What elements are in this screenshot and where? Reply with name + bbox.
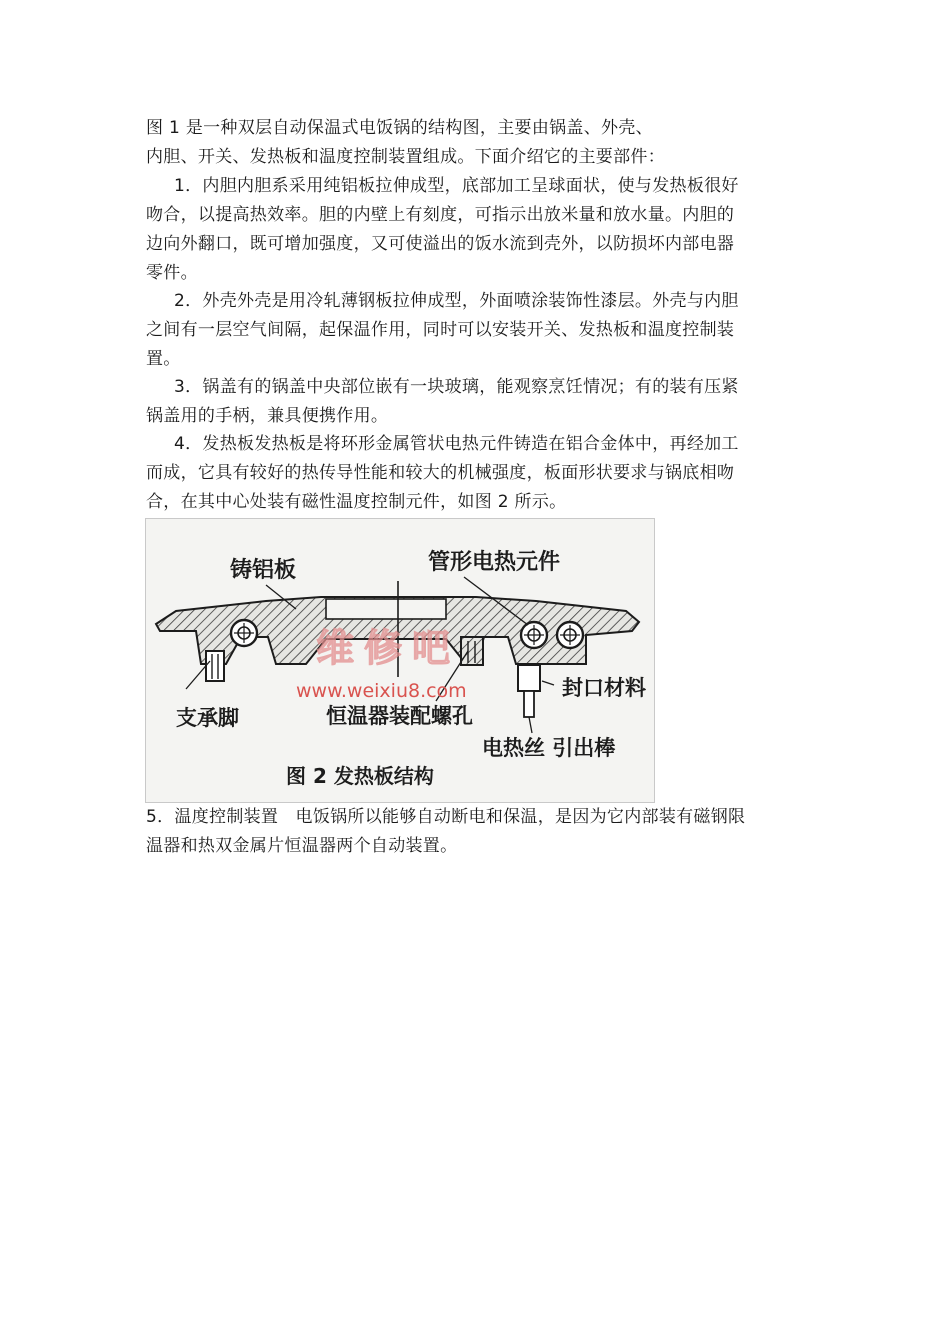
center-recess: [326, 599, 446, 619]
label-lead-rod: 电热丝 引出棒: [482, 736, 616, 760]
item-4-line-1: 4．发热板发热板是将环形金属管状电热元件铸造在铝合金体中，再经加工: [174, 434, 739, 454]
figure-caption: 图 2 发热板结构: [286, 764, 434, 788]
tube-element-right-1: [521, 622, 547, 648]
watermark-text: 维修吧: [316, 626, 461, 670]
item-2-line-1: 2．外壳外壳是用冷轧薄钢板拉伸成型，外面喷涂装饰性漆层。外壳与内胆: [174, 291, 739, 311]
heating-plate-diagram: [146, 519, 654, 802]
seal-block: [518, 665, 540, 691]
item-2-line-2: 之间有一层空气间隔，起保温作用，同时可以安装开关、发热板和温度控制装: [146, 320, 735, 340]
item-5-line-2: 温器和热双金属片恒温器两个自动装置。: [146, 836, 458, 856]
item-1-line-4: 零件。: [146, 263, 198, 283]
item-1-line-2: 吻合，以提高热效率。胆的内壁上有刻度，可指示出放米量和放水量。内胆的: [146, 205, 735, 225]
watermark-url: www.weixiu8.com: [296, 680, 467, 702]
item-2-paragraph: [146, 287, 810, 374]
intro-line-1: 图 1 是一种双层自动保温式电饭锅的结构图，主要由锅盖、外壳、: [146, 118, 653, 138]
item-5-line-1: 5．温度控制装置 电饭锅所以能够自动断电和保温，是因为它内部装有磁钢限: [146, 807, 746, 827]
label-thermostat-hole: 恒温器装配螺孔: [326, 704, 473, 728]
item-4-line-2: 而成，它具有较好的热传导性能和较大的机械强度，板面形状要求与锅底相吻: [146, 463, 735, 483]
label-cast-plate: 铸铝板: [230, 558, 297, 583]
tube-element-left: [231, 620, 257, 646]
item-3-paragraph: [146, 373, 810, 431]
tube-element-right-2: [557, 622, 583, 648]
lead-rod: [524, 691, 534, 717]
item-3-line-1: 3．锅盖有的锅盖中央部位嵌有一块玻璃，能观察烹饪情况；有的装有压紧: [174, 377, 739, 397]
item-1-paragraph: [146, 172, 810, 288]
item-2-line-3: 置。: [146, 349, 181, 369]
item-1-line-1: 1．内胆内胆系采用纯铝板拉伸成型，底部加工呈球面状，使与发热板很好: [174, 176, 739, 196]
thermostat-screw-hole: [461, 637, 483, 665]
label-tube-element: 管形电热元件: [428, 550, 561, 575]
item-4-paragraph: [146, 430, 810, 517]
intro-paragraph: [146, 114, 810, 172]
label-support-foot: 支承脚: [176, 706, 239, 730]
item-4-line-3: 合，在其中心处装有磁性温度控制元件，如图 2 所示。: [146, 492, 567, 512]
item-3-line-2: 锅盖用的手柄，兼具便携作用。: [146, 406, 389, 426]
intro-line-2: 内胆、开关、发热板和温度控制装置组成。下面介绍它的主要部件：: [146, 147, 665, 167]
item-5-paragraph: [146, 803, 810, 861]
label-seal-material: 封口材料: [562, 676, 646, 700]
support-foot: [206, 651, 224, 681]
heating-plate-figure: [145, 518, 655, 803]
item-1-line-3: 边向外翻口，既可增加强度，又可使溢出的饭水流到壳外，以防损坏内部电器: [146, 234, 735, 254]
